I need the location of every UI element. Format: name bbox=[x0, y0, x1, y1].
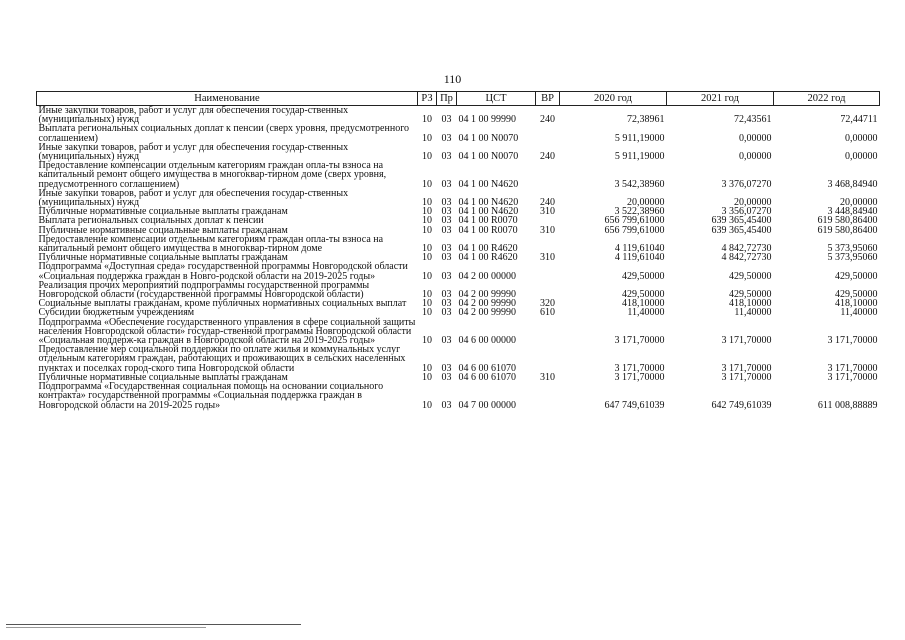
row-2021: 3 356,07270 bbox=[721, 206, 772, 218]
row-rz: 10 bbox=[422, 151, 432, 163]
row-pr: 03 bbox=[441, 399, 452, 411]
row-name: Предоставление компенсации отдельным категориям граждан опла-ты взноса на капитальный ремонт общего имущества в многоквар-тирном доме bbox=[38, 233, 384, 255]
row-vr bbox=[536, 161, 560, 189]
row-2020: 5 911,19000 bbox=[614, 151, 665, 163]
row-pr: 03 bbox=[441, 307, 452, 319]
row-2021: 20,00000 bbox=[734, 197, 772, 209]
row-2021: 418,10000 bbox=[729, 298, 772, 310]
row-cst: 04 1 00 N0070 bbox=[458, 132, 519, 144]
row-2022: 429,50000 bbox=[835, 289, 878, 301]
row-cst: 04 1 00 N4620 bbox=[458, 197, 519, 209]
row-2021: 0,00000 bbox=[739, 132, 772, 144]
row-2021: 4 842,72730 bbox=[721, 243, 772, 255]
row-cst: 04 2 00 99990 bbox=[458, 307, 516, 319]
row-vr: 240 bbox=[540, 114, 555, 126]
row-cst: 04 6 00 61070 bbox=[458, 362, 516, 374]
row-cst: 04 1 00 R0070 bbox=[458, 224, 518, 236]
header-name: Наименование bbox=[37, 92, 418, 106]
row-vr bbox=[536, 345, 560, 373]
row-2022: 611 008,88889 bbox=[817, 399, 878, 411]
header-2020: 2020 год bbox=[560, 92, 667, 106]
row-rz: 10 bbox=[422, 270, 432, 282]
row-rz: 10 bbox=[422, 399, 432, 411]
row-2021: 642 749,61039 bbox=[711, 399, 772, 411]
row-pr: 03 bbox=[441, 215, 452, 227]
row-vr bbox=[536, 235, 560, 253]
row-name: Публичные нормативные социальные выплаты гражданам bbox=[38, 371, 288, 383]
row-vr: 320 bbox=[540, 298, 555, 310]
table-header-row bbox=[37, 92, 880, 106]
table-row bbox=[37, 124, 880, 142]
table-row bbox=[37, 235, 880, 253]
table-row bbox=[37, 281, 880, 299]
row-rz: 10 bbox=[422, 307, 432, 319]
row-cst: 04 1 00 N0070 bbox=[458, 151, 519, 163]
row-2020: 4 119,61040 bbox=[614, 243, 665, 255]
row-cst: 04 2 00 00000 bbox=[458, 270, 516, 282]
row-name: Социальные выплаты гражданам, кроме публичных нормативных социальных выплат bbox=[38, 298, 407, 310]
row-vr bbox=[536, 281, 560, 299]
row-name: Иные закупки товаров, работ и услуг для обеспечения государ-ственных (муниципальных) нужд bbox=[38, 105, 349, 126]
row-2020: 656 799,61000 bbox=[604, 224, 665, 236]
row-2020: 3 171,70000 bbox=[614, 335, 665, 347]
row-rz: 10 bbox=[422, 298, 432, 310]
row-2021: 429,50000 bbox=[729, 270, 772, 282]
header-pr: Пр bbox=[437, 92, 457, 106]
row-pr: 03 bbox=[441, 362, 452, 374]
row-vr bbox=[536, 382, 560, 410]
row-cst: 04 6 00 00000 bbox=[458, 335, 516, 347]
row-2020: 418,10000 bbox=[622, 298, 665, 310]
row-name: Иные закупки товаров, работ и услуг для обеспечения государ-ственных (муниципальных) нужд bbox=[38, 187, 349, 209]
row-2021: 11,40000 bbox=[734, 307, 772, 319]
row-2022: 3 468,84940 bbox=[827, 178, 878, 190]
row-name: Публичные нормативные социальные выплаты гражданам bbox=[38, 224, 288, 236]
row-2020: 647 749,61039 bbox=[604, 399, 665, 411]
footer-rule bbox=[6, 624, 301, 625]
row-vr: 240 bbox=[540, 151, 555, 163]
row-2021: 3 171,70000 bbox=[721, 335, 772, 347]
row-pr: 03 bbox=[441, 270, 452, 282]
row-vr: 310 bbox=[540, 224, 555, 236]
row-rz: 10 bbox=[422, 224, 432, 236]
row-name: Предоставление мер социальной поддержки по оплате жилья и коммунальных услуг отдельным категориям граждан, работающих и проживающих в сельских населенных пунктах и поселках город-ского типа Новгородской области bbox=[38, 344, 406, 374]
row-2020: 4 119,61040 bbox=[614, 252, 665, 264]
row-cst: 04 1 00 R4620 bbox=[458, 252, 518, 264]
row-rz: 10 bbox=[422, 197, 432, 209]
table-row bbox=[37, 345, 880, 373]
row-rz: 10 bbox=[422, 243, 432, 255]
row-2022: 0,00000 bbox=[845, 132, 878, 144]
row-cst: 04 7 00 00000 bbox=[458, 399, 516, 411]
row-2020: 3 171,70000 bbox=[614, 362, 665, 374]
row-vr: 310 bbox=[540, 371, 555, 383]
row-vr: 310 bbox=[540, 252, 555, 264]
row-name: Субсидии бюджетным учреждениям bbox=[38, 307, 195, 319]
header-rz: РЗ bbox=[418, 92, 437, 106]
table-row bbox=[37, 189, 880, 207]
row-2021: 72,43561 bbox=[734, 114, 772, 126]
row-rz: 10 bbox=[422, 206, 432, 218]
row-2020: 656 799,61000 bbox=[604, 215, 665, 227]
row-rz: 10 bbox=[422, 215, 432, 227]
row-pr: 03 bbox=[441, 252, 452, 264]
row-name: Предоставление компенсации отдельным категориям граждан опла-ты взноса на капитальный ремонт общего имущества в многоквар-тирном доме (сверх уровня, предусмотренного соглашением) bbox=[38, 160, 387, 190]
row-2021: 0,00000 bbox=[739, 151, 772, 163]
row-pr: 03 bbox=[441, 335, 452, 347]
row-2022: 11,40000 bbox=[840, 307, 878, 319]
row-2021: 639 365,45400 bbox=[711, 215, 772, 227]
row-rz: 10 bbox=[422, 132, 432, 144]
row-name: Публичные нормативные социальные выплаты гражданам bbox=[38, 206, 288, 218]
row-2022: 5 373,95060 bbox=[827, 243, 878, 255]
row-name: Выплата региональных социальных доплат к пенсии bbox=[38, 215, 264, 227]
row-2022: 0,00000 bbox=[845, 151, 878, 163]
row-cst: 04 1 00 R4620 bbox=[458, 243, 518, 255]
row-2022: 619 580,86400 bbox=[817, 224, 878, 236]
row-pr: 03 bbox=[441, 151, 452, 163]
row-pr: 03 bbox=[441, 132, 452, 144]
row-pr: 03 bbox=[441, 206, 452, 218]
row-vr: 310 bbox=[540, 206, 555, 218]
row-rz: 10 bbox=[422, 335, 432, 347]
row-2020: 3 171,70000 bbox=[614, 371, 665, 383]
row-2020: 3 542,38960 bbox=[614, 178, 665, 190]
row-rz: 10 bbox=[422, 114, 432, 126]
row-2022: 429,50000 bbox=[835, 270, 878, 282]
row-cst: 04 1 00 N4620 bbox=[458, 178, 519, 190]
row-2021: 3 171,70000 bbox=[721, 362, 772, 374]
row-2021: 429,50000 bbox=[729, 289, 772, 301]
row-pr: 03 bbox=[441, 114, 452, 126]
row-vr: 610 bbox=[540, 307, 555, 319]
row-cst: 04 6 00 61070 bbox=[458, 371, 516, 383]
row-name: Подпрограмма «Государственная социальная помощь на основании социального контракта» государственной программы «Социальная поддержка граждан в Новгородской области на 2019-2025 годы» bbox=[38, 381, 384, 411]
row-rz: 10 bbox=[422, 252, 432, 264]
row-pr: 03 bbox=[441, 298, 452, 310]
row-pr: 03 bbox=[441, 197, 452, 209]
row-2022: 3 171,70000 bbox=[827, 371, 878, 383]
header-vr: ВР bbox=[536, 92, 560, 106]
row-pr: 03 bbox=[441, 178, 452, 190]
row-2021: 3 171,70000 bbox=[721, 371, 772, 383]
row-rz: 10 bbox=[422, 178, 432, 190]
table-row bbox=[37, 143, 880, 161]
row-name: Публичные нормативные социальные выплаты гражданам bbox=[38, 252, 288, 264]
row-cst: 04 1 00 N4620 bbox=[458, 206, 519, 218]
row-pr: 03 bbox=[441, 289, 452, 301]
row-pr: 03 bbox=[441, 243, 452, 255]
row-2022: 3 171,70000 bbox=[827, 335, 878, 347]
row-2022: 3 171,70000 bbox=[827, 362, 878, 374]
header-2022: 2022 год bbox=[774, 92, 880, 106]
row-name: Подпрограмма «Обеспечение государственного управления в сфере социальной защиты населения Новгородской области» государ-ственной программы Новгородской области «Социальная поддерж-ка граждан в Новгородской области на 2019-2025 годы» bbox=[38, 316, 416, 347]
row-name: Реализация прочих мероприятий подпрограммы государственной программы Новгородской области (государственной программы Новгородской области) bbox=[38, 279, 370, 301]
row-2022: 418,10000 bbox=[835, 298, 878, 310]
table-row bbox=[37, 382, 880, 410]
header-2021: 2021 год bbox=[667, 92, 774, 106]
row-2020: 11,40000 bbox=[627, 307, 665, 319]
table-body bbox=[37, 106, 880, 410]
row-cst: 04 1 00 R0070 bbox=[458, 215, 518, 227]
table-row bbox=[37, 318, 880, 346]
row-vr bbox=[536, 124, 560, 142]
row-2020: 5 911,19000 bbox=[614, 132, 665, 144]
row-2020: 72,38961 bbox=[627, 114, 665, 126]
row-2022: 5 373,95060 bbox=[827, 252, 878, 264]
row-vr bbox=[536, 262, 560, 280]
row-2022: 20,00000 bbox=[840, 197, 878, 209]
row-rz: 10 bbox=[422, 289, 432, 301]
row-cst: 04 2 00 99990 bbox=[458, 289, 516, 301]
row-2020: 20,00000 bbox=[627, 197, 665, 209]
row-rz: 10 bbox=[422, 371, 432, 383]
row-2022: 72,44711 bbox=[840, 114, 878, 126]
row-2022: 3 448,84940 bbox=[827, 206, 878, 218]
table-row bbox=[37, 262, 880, 280]
row-cst: 04 1 00 99990 bbox=[458, 114, 516, 126]
row-2021: 4 842,72730 bbox=[721, 252, 772, 264]
row-name: Выплата региональных социальных доплат к пенсии (сверх уровня, предусмотренного соглашением) bbox=[38, 123, 410, 144]
row-rz: 10 bbox=[422, 362, 432, 374]
header-cst: ЦСТ bbox=[457, 92, 536, 106]
row-2020: 429,50000 bbox=[622, 270, 665, 282]
budget-table bbox=[36, 91, 880, 410]
row-vr: 240 bbox=[540, 197, 555, 209]
row-vr bbox=[536, 318, 560, 346]
row-2020: 429,50000 bbox=[622, 289, 665, 301]
row-2021: 639 365,45400 bbox=[711, 224, 772, 236]
row-2020: 3 522,38960 bbox=[614, 206, 665, 218]
row-name: Иные закупки товаров, работ и услуг для обеспечения государ-ственных (муниципальных) нужд bbox=[38, 141, 349, 163]
row-cst: 04 2 00 99990 bbox=[458, 298, 516, 310]
row-2021: 3 376,07270 bbox=[721, 178, 772, 190]
row-name: Подпрограмма «Доступная среда» государственной программы Новгородской области «Социальная поддержка граждан в Новго-родской области на 2019-2025 годы» bbox=[38, 261, 408, 282]
table-row bbox=[37, 161, 880, 189]
page-number: 110 bbox=[443, 72, 462, 86]
table-row bbox=[37, 106, 880, 125]
footer-rule-thin bbox=[6, 627, 206, 628]
row-2022: 619 580,86400 bbox=[817, 215, 878, 227]
row-pr: 03 bbox=[441, 224, 452, 236]
row-pr: 03 bbox=[441, 371, 452, 383]
